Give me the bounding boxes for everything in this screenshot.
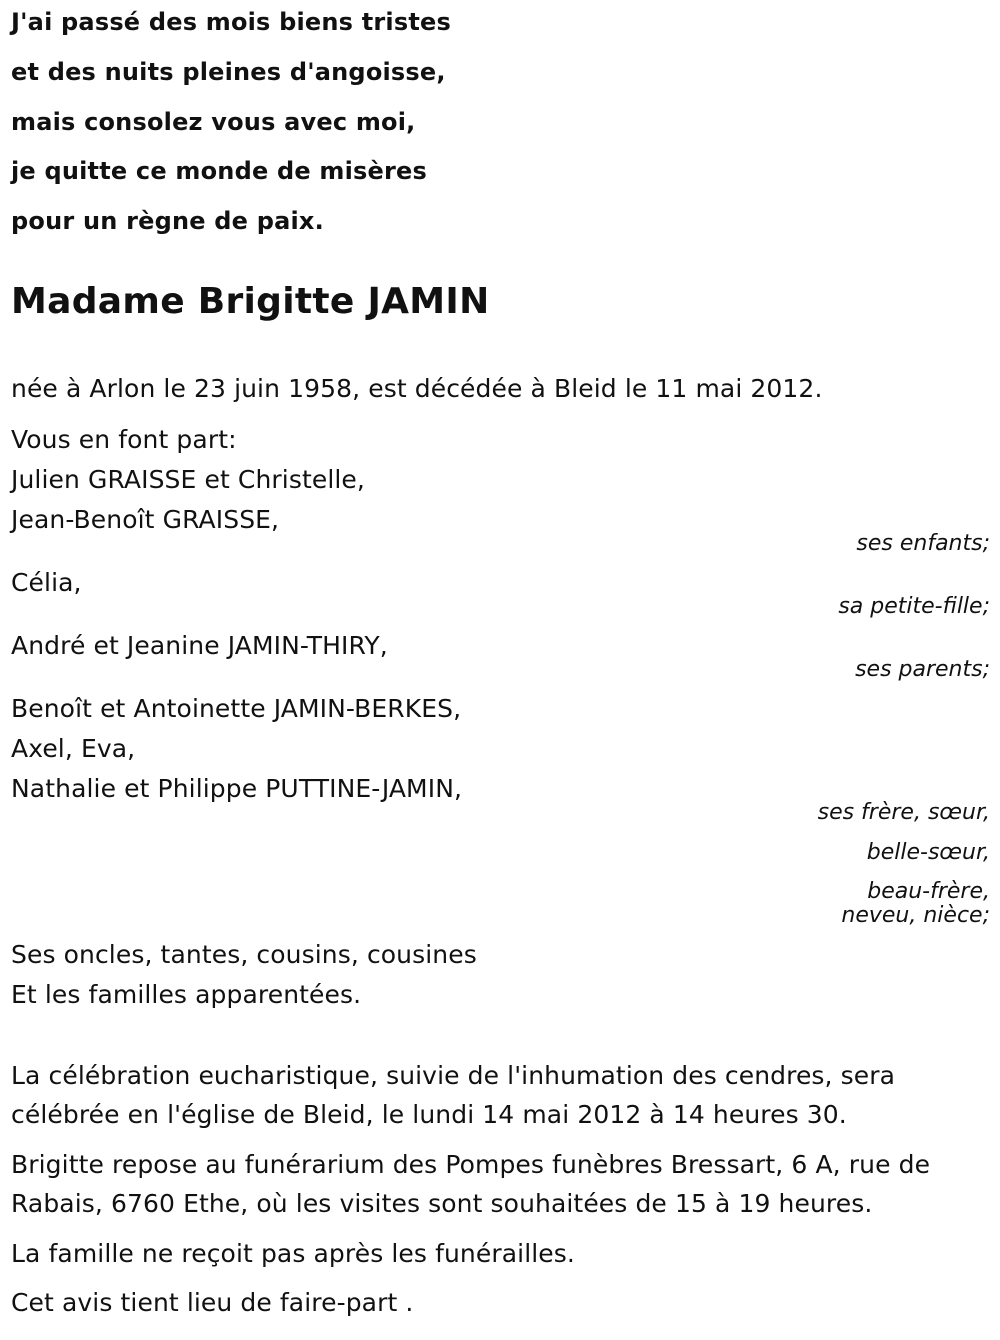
ceremony-line-1: La célébration eucharistique, suivie de l'inhumation des cendres, sera <box>11 1061 896 1090</box>
no-reception-notice: La famille ne reçoit pas après les funérailles. <box>11 1239 575 1268</box>
relatives-line-2: Et les familles apparentées. <box>11 980 362 1009</box>
poem-line-3: mais consolez vous avec moi, <box>11 108 416 136</box>
parents-entry: André et Jeanine JAMIN-THIRY, <box>11 631 388 660</box>
siblings-role-2: belle-sœur, <box>866 840 990 865</box>
sibling-entry-2: Axel, Eva, <box>11 734 136 763</box>
children-role: ses enfants; <box>856 531 990 556</box>
sibling-entry-1: Benoît et Antoinette JAMIN-BERKES, <box>11 694 462 723</box>
poem-line-5: pour un règne de paix. <box>11 207 324 235</box>
funerarium-line-1: Brigitte repose au funérarium des Pompes funèbres Bressart, 6 A, rue de <box>11 1150 931 1179</box>
deceased-name-title: Madame Brigitte JAMIN <box>11 281 490 322</box>
poem-line-2: et des nuits pleines d'angoisse, <box>11 58 446 86</box>
poem-line-4: je quitte ce monde de misères <box>11 157 427 185</box>
sibling-entry-3: Nathalie et Philippe PUTTINE-JAMIN, <box>11 774 463 803</box>
birth-death-line: née à Arlon le 23 juin 1958, est décédée à Bleid le 11 mai 2012. <box>11 374 823 403</box>
ceremony-line-2: célébrée en l'église de Bleid, le lundi 14 mai 2012 à 14 heures 30. <box>11 1100 847 1129</box>
closing-line: Cet avis tient lieu de faire-part . <box>11 1288 414 1317</box>
granddaughter-entry: Célia, <box>11 568 82 597</box>
siblings-role-3: beau-frère, <box>867 879 990 904</box>
relatives-line-1: Ses oncles, tantes, cousins, cousines <box>11 940 477 969</box>
child-entry-2: Jean-Benoît GRAISSE, <box>11 505 280 534</box>
siblings-role-4: neveu, nièce; <box>841 903 990 928</box>
siblings-role-1: ses frère, sœur, <box>817 800 990 825</box>
poem-line-1: J'ai passé des mois biens tristes <box>11 8 451 36</box>
child-entry-1: Julien GRAISSE et Christelle, <box>11 465 365 494</box>
funerarium-line-2: Rabais, 6760 Ethe, où les visites sont souhaitées de 15 à 19 heures. <box>11 1189 873 1218</box>
granddaughter-role: sa petite-fille; <box>838 594 990 619</box>
announcement-intro: Vous en font part: <box>11 425 237 454</box>
parents-role: ses parents; <box>855 657 990 682</box>
